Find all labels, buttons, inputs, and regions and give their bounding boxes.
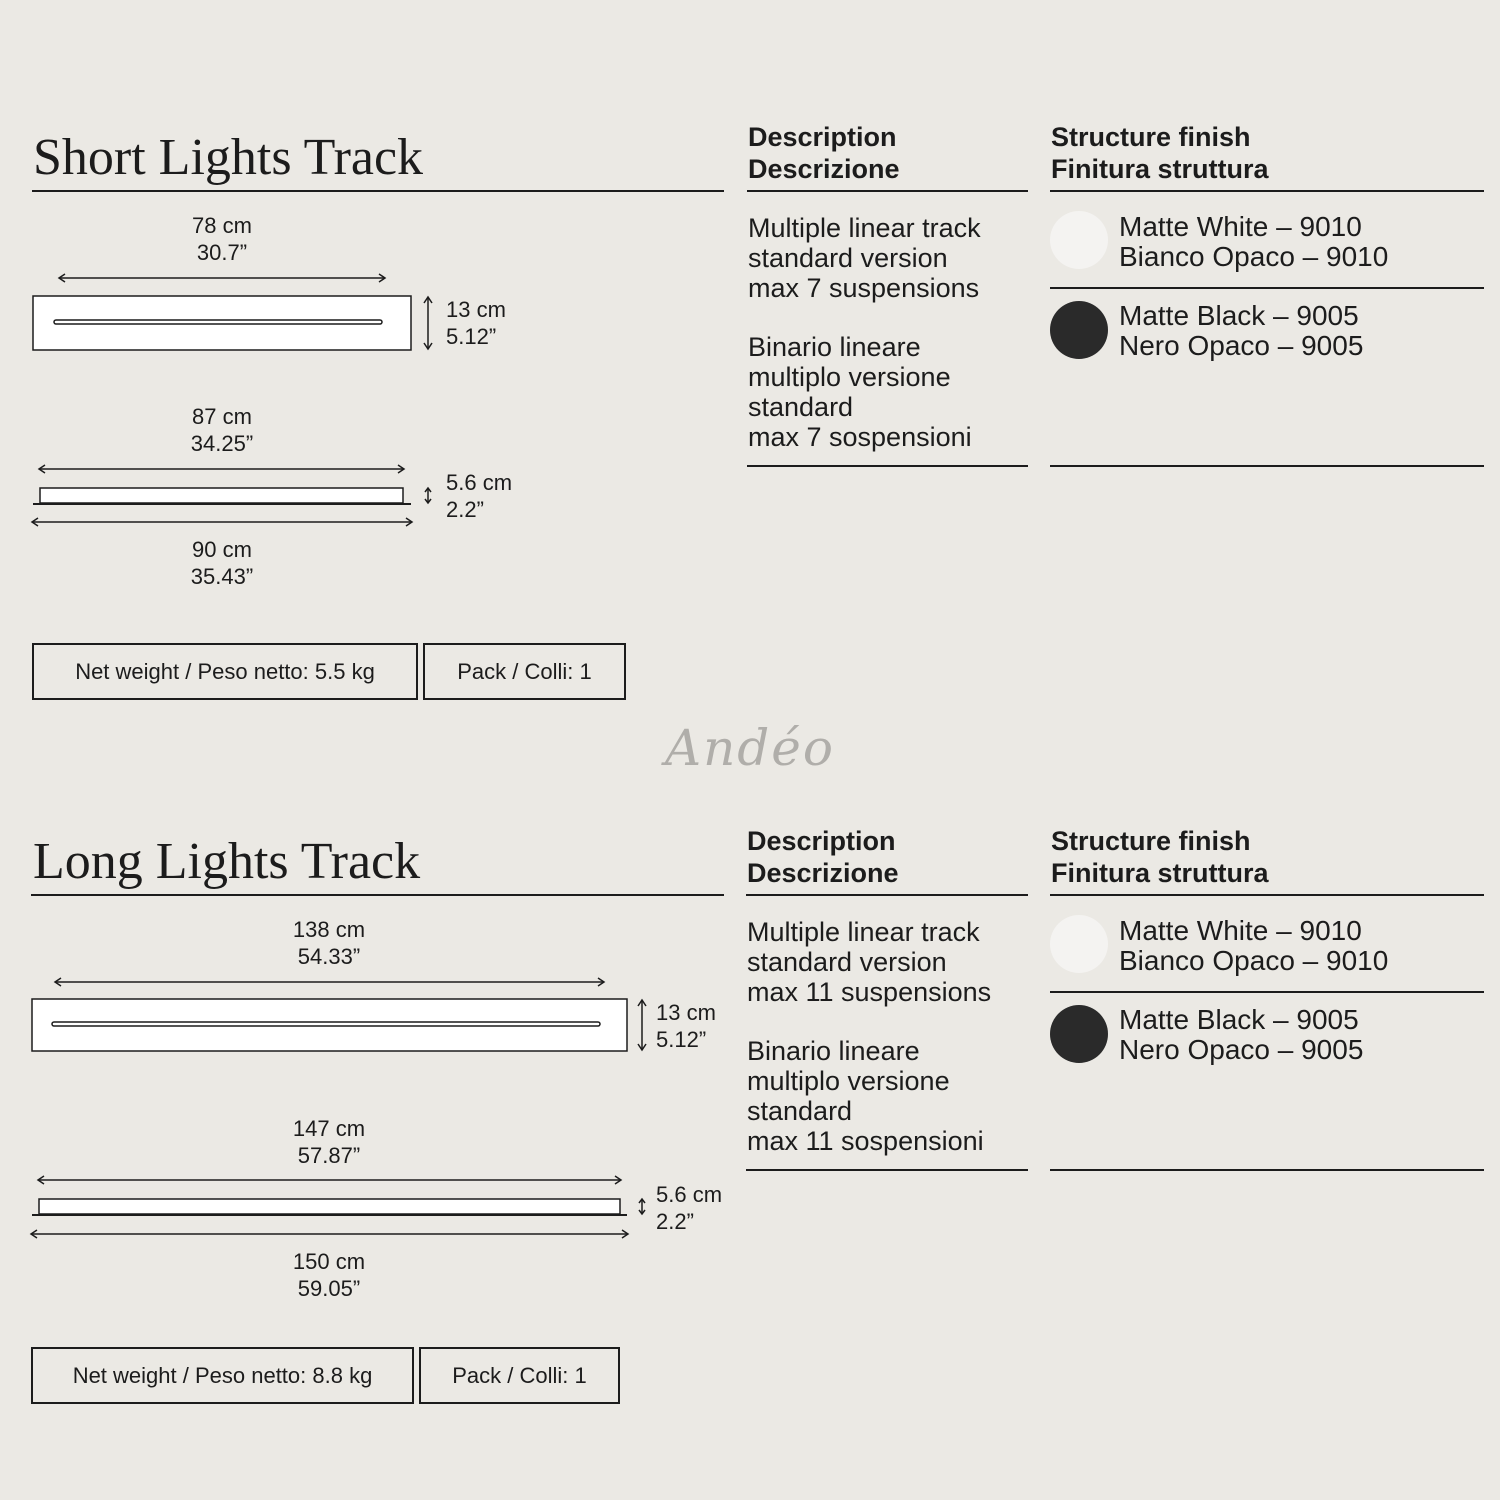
finish-header: Structure finish Finitura struttura <box>1051 122 1269 184</box>
description-it: Binario lineare multiplo versione standard max 7 sospensioni <box>748 332 972 452</box>
side-total-label: 90 cm 35.43” <box>190 537 254 589</box>
product-title: Long Lights Track <box>33 833 421 890</box>
side-height-label: 5.6 cm 2.2” <box>446 470 513 522</box>
description-header: Description Descrizione <box>748 122 900 184</box>
side-total-label: 150 cm 59.05” <box>292 1249 366 1301</box>
finish-white-label: Matte White – 9010 Bianco Opaco – 9010 <box>1119 915 1389 976</box>
product-title: Short Lights Track <box>33 129 424 186</box>
top-depth-label: 13 cm 5.12” <box>446 297 506 349</box>
finish-black-label: Matte Black – 9005 Nero Opaco – 9005 <box>1119 1004 1364 1065</box>
side-inner-label: 147 cm 57.87” <box>292 1116 366 1168</box>
pack-box: Pack / Colli: 1 <box>419 1347 620 1404</box>
top-depth-label: 13 cm 5.12” <box>656 1000 716 1052</box>
finish-black-label: Matte Black – 9005 Nero Opaco – 9005 <box>1119 300 1364 361</box>
net-weight-box: Net weight / Peso netto: 5.5 kg <box>32 643 418 700</box>
brand-logo: Andéo <box>664 719 835 777</box>
side-height-label: 5.6 cm 2.2” <box>656 1182 723 1234</box>
side-inner-label: 87 cm 34.25” <box>190 404 254 456</box>
net-weight-box: Net weight / Peso netto: 8.8 kg <box>31 1347 414 1404</box>
finish-header: Structure finish Finitura struttura <box>1051 826 1269 888</box>
description-en: Multiple linear track standard version max 11 suspensions <box>747 917 992 1007</box>
description-en: Multiple linear track standard version max 7 suspensions <box>748 213 981 303</box>
description-header: Description Descrizione <box>747 826 899 888</box>
finish-white-label: Matte White – 9010 Bianco Opaco – 9010 <box>1119 211 1389 272</box>
pack-box: Pack / Colli: 1 <box>423 643 626 700</box>
top-width-label: 138 cm 54.33” <box>292 917 366 969</box>
description-it: Binario lineare multiplo versione standard max 11 sospensioni <box>747 1036 984 1156</box>
top-width-label: 78 cm 30.7” <box>192 213 252 265</box>
